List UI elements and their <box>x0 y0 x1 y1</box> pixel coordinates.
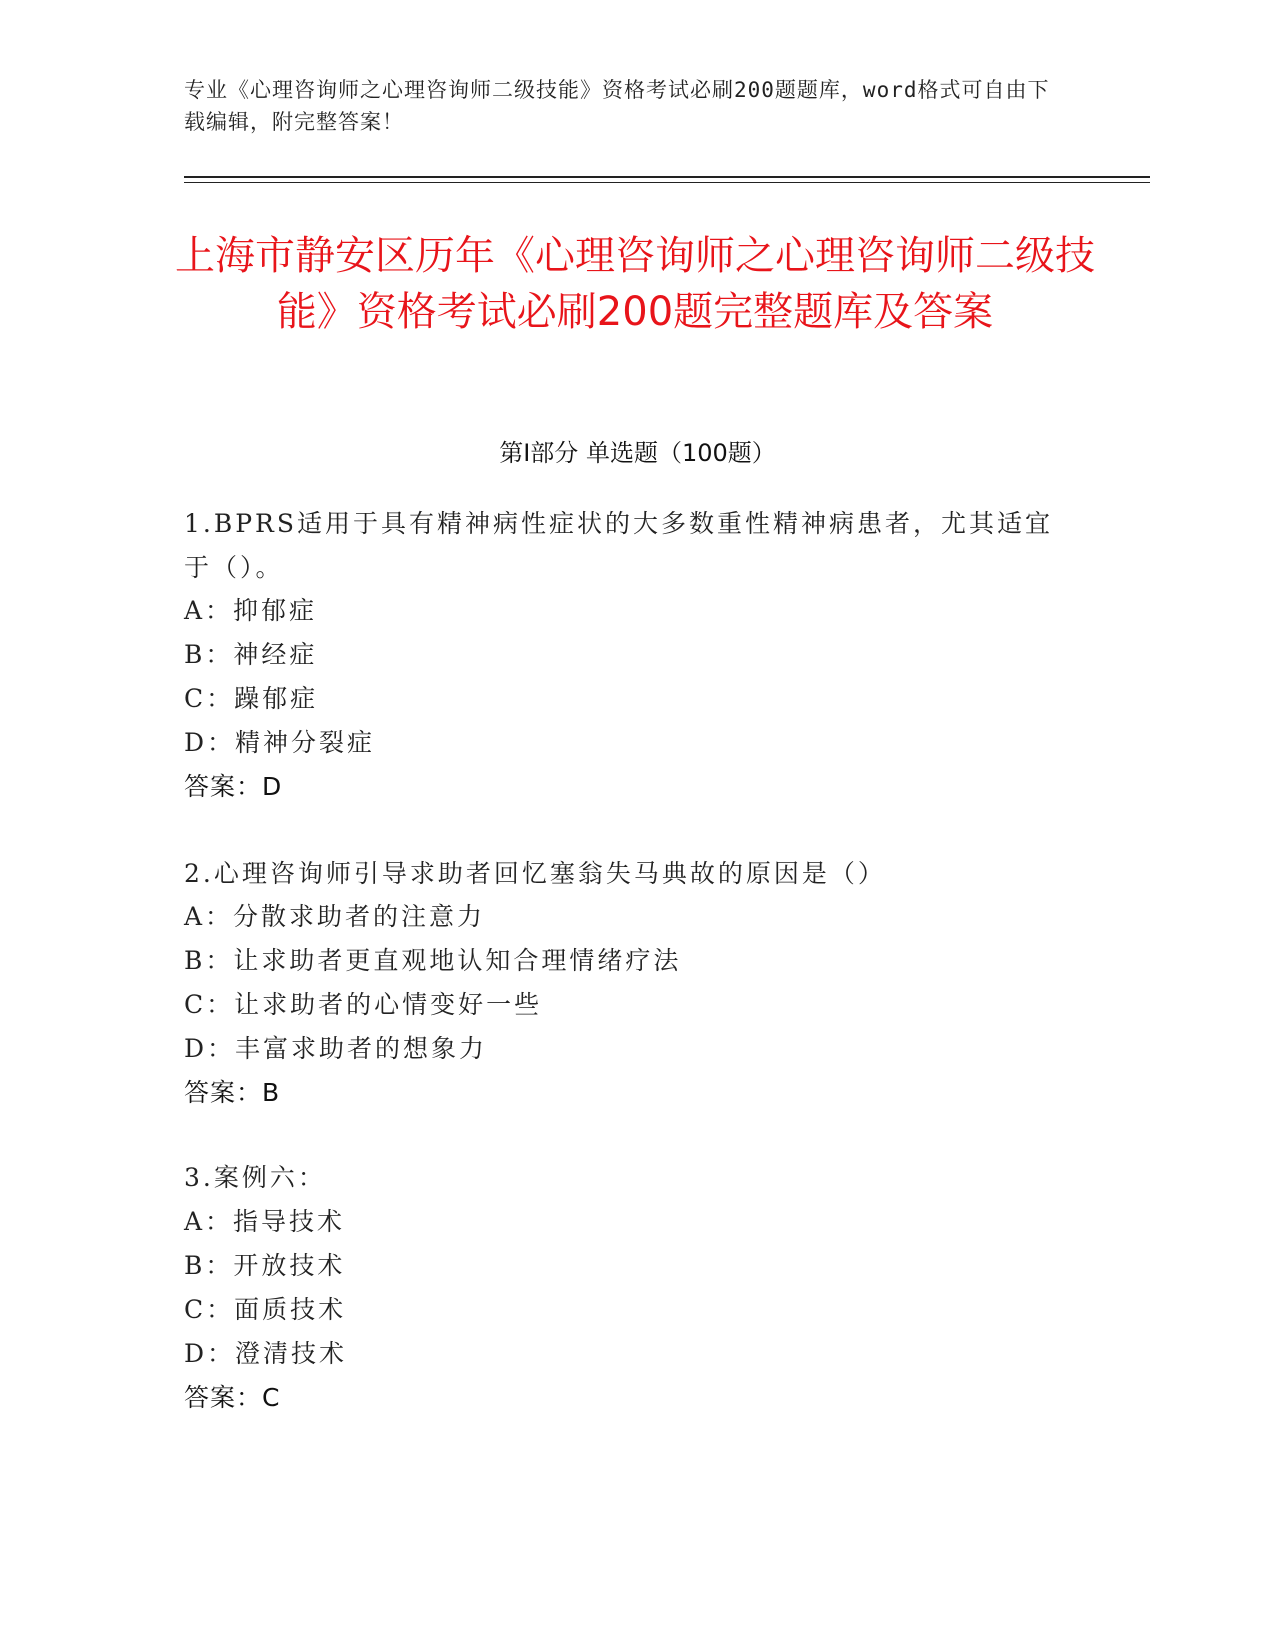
question-3-option-b: B：开放技术 <box>184 1251 346 1280</box>
question-3-option-a: A：指导技术 <box>184 1207 346 1236</box>
question-1-answer: 答案：D <box>184 772 283 801</box>
section-title: 第Ⅰ部分 单选题（100题） <box>499 439 776 467</box>
question-2-option-c: C：让求助者的心情变好一些 <box>184 990 543 1019</box>
question-3-answer: 答案：C <box>184 1383 281 1412</box>
question-3-option-d: D：澄清技术 <box>184 1339 348 1368</box>
document-title: 上海市静安区历年《心理咨询师之心理咨询师二级技能》资格考试必刷200题完整题库及答案 <box>175 233 1095 335</box>
header-divider-thin <box>184 182 1150 183</box>
question-1-option-c: C：躁郁症 <box>184 684 319 713</box>
question-2-text: 2.心理咨询师引导求助者回忆塞翁失马典故的原因是（） <box>184 859 886 888</box>
question-3-text: 3.案例六： <box>184 1163 326 1192</box>
question-2-option-d: D：丰富求助者的想象力 <box>184 1034 488 1063</box>
header-divider-thick <box>184 176 1150 178</box>
question-1-text: 1.BPRS适用于具有精神病性症状的大多数重性精神病患者，尤其适宜于（）。 <box>184 509 1053 582</box>
question-1-option-d: D：精神分裂症 <box>184 728 376 757</box>
question-2-option-a: A：分散求助者的注意力 <box>184 902 486 931</box>
question-1-option-b: B：神经症 <box>184 640 318 669</box>
question-2-option-b: B：让求助者更直观地认知合理情绪疗法 <box>184 946 682 975</box>
question-3-option-c: C：面质技术 <box>184 1295 347 1324</box>
question-1-option-a: A：抑郁症 <box>184 596 318 625</box>
question-2-answer: 答案：B <box>184 1078 281 1107</box>
header-note: 专业《心理咨询师之心理咨询师二级技能》资格考试必刷200题题库，word格式可自由下载编辑，附完整答案！ <box>184 78 1050 134</box>
